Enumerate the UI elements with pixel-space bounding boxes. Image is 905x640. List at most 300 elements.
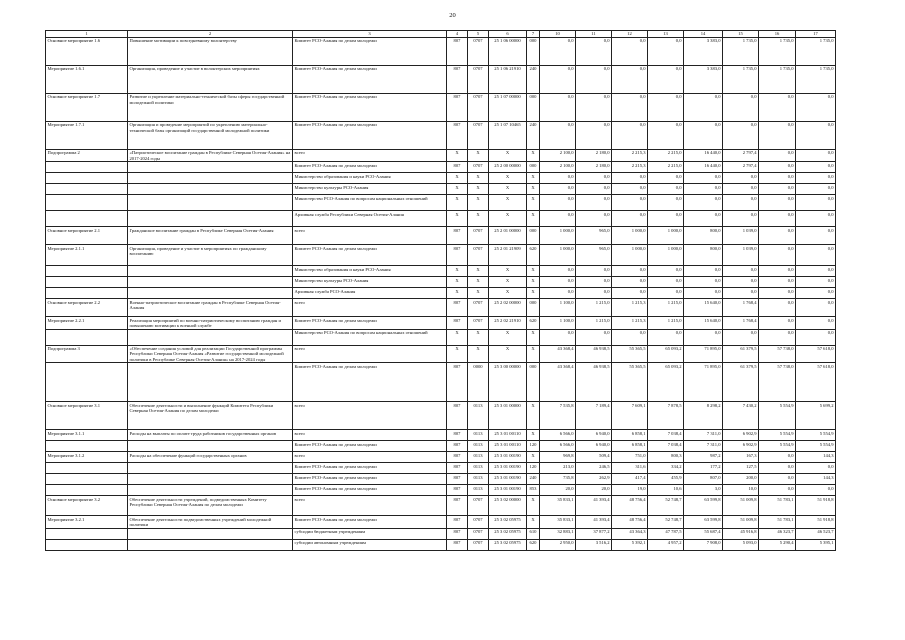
cell-rzpr: 0707 — [468, 317, 489, 329]
cell-value: 0,0 — [576, 38, 612, 66]
cell-value: 987,2 — [684, 452, 723, 463]
cell-value: 65 093,2 — [648, 345, 684, 363]
cell-value: 0,0 — [648, 195, 684, 211]
cell-executor: Министерство образования и науки РСО-Алания — [293, 266, 447, 277]
cell-value: 52 748,7 — [648, 516, 684, 528]
cell-measure: Основное мероприятие 3.1 — [46, 402, 128, 430]
cell-value: 177,2 — [684, 463, 723, 474]
cell-value: 417,4 — [612, 474, 648, 485]
cell-vr: X — [527, 430, 540, 441]
cell-executor: всего — [293, 402, 447, 430]
cell-description — [128, 184, 293, 195]
header-cell: 4 — [447, 31, 468, 38]
cell-rzpr: 0707 — [468, 94, 489, 122]
cell-value: 43 368,4 — [540, 345, 576, 363]
cell-rzpr: 0707 — [468, 227, 489, 245]
cell-value: 0,0 — [684, 94, 723, 122]
table-row — [46, 485, 836, 496]
cell-value: 48 756,4 — [612, 496, 648, 516]
cell-grbs: 807 — [447, 162, 468, 173]
cell-rzpr: X — [468, 184, 489, 195]
cell-measure: Мероприятие 3.2.1 — [46, 516, 128, 528]
cell-value: 0,0 — [612, 329, 648, 345]
cell-value: 71 895,0 — [684, 345, 723, 363]
cell-value: 800,0 — [684, 245, 723, 266]
cell-value: 0,0 — [796, 173, 836, 184]
cell-description: Гражданское воспитание граждан в Республике Северная Осетия-Алания — [128, 227, 293, 245]
cell-description — [128, 173, 293, 184]
cell-measure: Мероприятие 2.2.1 — [46, 317, 128, 329]
cell-rzpr: 0707 — [468, 38, 489, 66]
cell-vr: 000 — [527, 162, 540, 173]
cell-value: 3 516,2 — [576, 539, 612, 550]
cell-value: 0,0 — [759, 173, 796, 184]
cell-value: 1 215,3 — [612, 299, 648, 317]
cell-value: 0,0 — [612, 211, 648, 227]
cell-value: 0,0 — [576, 288, 612, 299]
cell-value: 0,0 — [576, 66, 612, 94]
cell-grbs: 807 — [447, 317, 468, 329]
cell-value: 0,0 — [796, 299, 836, 317]
cell-value: 1 768,4 — [723, 317, 759, 329]
cell-value: 0,0 — [796, 288, 836, 299]
cell-rzpr: 0113 — [468, 430, 489, 441]
cell-value: 0,0 — [612, 38, 648, 66]
cell-value: 5 554,9 — [796, 441, 836, 452]
cell-value: 0,0 — [796, 195, 836, 211]
cell-value: 0,0 — [759, 485, 796, 496]
cell-executor: Комитет РСО-Алания по делам молодежи — [293, 516, 447, 528]
cell-value: 0,0 — [723, 94, 759, 122]
cell-value: 0,0 — [759, 317, 796, 329]
cell-value: 7 430,2 — [723, 402, 759, 430]
cell-measure — [46, 463, 128, 474]
table-row — [46, 211, 836, 227]
header-cell: 17 — [796, 31, 836, 38]
table-row — [46, 299, 836, 317]
table-row — [46, 317, 836, 329]
cell-value: 6 566,0 — [540, 441, 576, 452]
cell-rzpr: X — [468, 173, 489, 184]
cell-vr: 000 — [527, 38, 540, 66]
cell-grbs: 807 — [447, 299, 468, 317]
cell-value: 0,0 — [796, 122, 836, 150]
cell-executor: Министерство РСО-Алания по вопросам национальных отношений — [293, 195, 447, 211]
cell-value: 1 768,4 — [723, 299, 759, 317]
table-row — [46, 173, 836, 184]
table-row — [46, 363, 836, 402]
cell-value: 0,0 — [540, 277, 576, 288]
cell-rzpr: 0707 — [468, 162, 489, 173]
cell-value: 0,0 — [576, 173, 612, 184]
cell-grbs: 807 — [447, 452, 468, 463]
cell-description: Организация, проведение и участие в мероприятиях по гражданскому воспитанию — [128, 245, 293, 266]
cell-value: 10,0 — [723, 485, 759, 496]
cell-value: 2 100,0 — [540, 150, 576, 162]
cell-value: 0,0 — [612, 288, 648, 299]
cell-value: 0,0 — [684, 195, 723, 211]
cell-value: 0,0 — [759, 474, 796, 485]
cell-value: 6 566,0 — [540, 430, 576, 441]
cell-csr: 25 3 01 00000 — [489, 402, 527, 430]
cell-value: 0,0 — [648, 66, 684, 94]
cell-description: Развитие и укрепление материально-технической базы сферы государственной молодежной политики — [128, 94, 293, 122]
cell-measure — [46, 277, 128, 288]
cell-value: 0,0 — [796, 463, 836, 474]
cell-value: 751,0 — [612, 452, 648, 463]
cell-csr: 25 2 00 00000 — [489, 162, 527, 173]
cell-executor: Архивная служба Республики Северная Осетия-Алания — [293, 211, 447, 227]
cell-vr: X — [527, 150, 540, 162]
cell-value: 1 215,0 — [648, 299, 684, 317]
cell-value: 0,0 — [540, 173, 576, 184]
header-cell: 11 — [576, 31, 612, 38]
cell-measure — [46, 288, 128, 299]
cell-value: 63 599,8 — [684, 496, 723, 516]
header-cell: 10 — [540, 31, 576, 38]
cell-value: 5 392,1 — [612, 539, 648, 550]
table-row — [46, 329, 836, 345]
cell-grbs: X — [447, 211, 468, 227]
cell-rzpr: 0113 — [468, 485, 489, 496]
cell-executor: Комитет РСО-Алания по делам молодежи — [293, 94, 447, 122]
cell-value: 6 940,0 — [576, 430, 612, 441]
cell-rzpr: 0707 — [468, 299, 489, 317]
cell-value: 1 000,0 — [612, 227, 648, 245]
cell-description: Военно-патриотическое воспитание граждан в Республике Северная Осетия-Алания — [128, 299, 293, 317]
cell-value: 1 735,0 — [759, 66, 796, 94]
cell-measure — [46, 539, 128, 550]
cell-value: 2 100,0 — [540, 162, 576, 173]
cell-value: 1 735,0 — [723, 38, 759, 66]
cell-executor: всего — [293, 496, 447, 516]
header-cell: 16 — [759, 31, 796, 38]
cell-csr: X — [489, 211, 527, 227]
cell-value: 0,0 — [723, 277, 759, 288]
cell-value: 0,0 — [796, 277, 836, 288]
cell-value: 0,0 — [796, 485, 836, 496]
cell-value: 0,0 — [759, 211, 796, 227]
cell-grbs: 807 — [447, 245, 468, 266]
cell-value: 43 368,4 — [540, 363, 576, 402]
cell-description: Организация и проведение мероприятий по укреплению материально-технической базы организаций государственной молодежной политики — [128, 122, 293, 150]
cell-measure: Мероприятие 3.1.2 — [46, 452, 128, 463]
cell-value: 969,8 — [540, 452, 576, 463]
cell-value: 10,6 — [648, 485, 684, 496]
table-row — [46, 66, 836, 94]
cell-executor: Комитет РСО-Алания по делам молодежи — [293, 122, 447, 150]
cell-value: 0,0 — [612, 173, 648, 184]
cell-value: 46 938,5 — [576, 363, 612, 402]
cell-grbs: X — [447, 288, 468, 299]
cell-vr: X — [527, 173, 540, 184]
cell-value: 167,3 — [723, 452, 759, 463]
cell-value: 5 554,9 — [759, 402, 796, 430]
cell-csr: 25 3 01 00190 — [489, 485, 527, 496]
cell-value: 45 916,8 — [723, 528, 759, 539]
cell-value: 0,0 — [648, 122, 684, 150]
cell-value: 15 640,0 — [684, 299, 723, 317]
cell-value: 965,0 — [576, 227, 612, 245]
cell-vr: 000 — [527, 299, 540, 317]
cell-value: 0,0 — [684, 184, 723, 195]
cell-value: 0,0 — [759, 452, 796, 463]
cell-value: 0,0 — [540, 184, 576, 195]
cell-value: 1 735,0 — [796, 38, 836, 66]
cell-csr: 25 3 02 00000 — [489, 496, 527, 516]
cell-measure: Мероприятие 1.6.1 — [46, 66, 128, 94]
cell-rzpr: 0707 — [468, 122, 489, 150]
cell-value: 7 189,4 — [576, 402, 612, 430]
cell-value: 735,8 — [540, 474, 576, 485]
cell-value: 51 783,1 — [759, 496, 796, 516]
cell-description — [128, 474, 293, 485]
table-row — [46, 539, 836, 550]
cell-vr: X — [527, 329, 540, 345]
cell-value: 7 908,0 — [684, 539, 723, 550]
cell-value: 0,0 — [648, 211, 684, 227]
cell-executor: Комитет РСО-Алания по делам молодежи — [293, 463, 447, 474]
header-cell: 7 — [527, 31, 540, 38]
cell-value: 0,0 — [759, 94, 796, 122]
cell-value: 0,0 — [684, 122, 723, 150]
cell-value: 1 039,0 — [723, 245, 759, 266]
cell-measure: Мероприятие 1.7.1 — [46, 122, 128, 150]
cell-value: 57 738,0 — [759, 363, 796, 402]
cell-value: 0,0 — [576, 122, 612, 150]
cell-vr: 240 — [527, 122, 540, 150]
cell-value: 0,0 — [723, 211, 759, 227]
cell-value: 61 379,5 — [723, 345, 759, 363]
cell-value: 7 609,1 — [612, 402, 648, 430]
cell-value: 0,0 — [759, 150, 796, 162]
cell-executor: всего — [293, 299, 447, 317]
cell-value: 2 215,3 — [612, 162, 648, 173]
cell-value: 1 215,0 — [576, 317, 612, 329]
cell-value: 0,0 — [723, 122, 759, 150]
cell-vr: 240 — [527, 66, 540, 94]
cell-value: 0,0 — [723, 173, 759, 184]
cell-measure — [46, 485, 128, 496]
cell-value: 1 735,0 — [796, 66, 836, 94]
cell-value: 1 215,0 — [648, 317, 684, 329]
cell-description: Обеспечение деятельности подведомственных учреждений молодежной политики — [128, 516, 293, 528]
cell-measure — [46, 184, 128, 195]
cell-csr: 25 3 01 00110 — [489, 430, 527, 441]
cell-description — [128, 162, 293, 173]
cell-grbs: 807 — [447, 474, 468, 485]
table-row — [46, 150, 836, 162]
cell-value: 6 902,9 — [723, 430, 759, 441]
cell-vr: 620 — [527, 245, 540, 266]
cell-grbs: X — [447, 150, 468, 162]
cell-rzpr: X — [468, 266, 489, 277]
cell-value: 0,0 — [684, 211, 723, 227]
cell-value: 0,0 — [648, 184, 684, 195]
cell-value: 5 554,9 — [796, 430, 836, 441]
cell-value: 0,0 — [723, 266, 759, 277]
cell-measure — [46, 211, 128, 227]
cell-description — [128, 211, 293, 227]
table-row — [46, 402, 836, 430]
cell-value: 0,0 — [759, 227, 796, 245]
cell-grbs: 807 — [447, 463, 468, 474]
cell-csr: X — [489, 173, 527, 184]
cell-grbs: 807 — [447, 516, 468, 528]
table-row — [46, 162, 836, 173]
cell-value: 0,0 — [612, 122, 648, 150]
cell-value: 0,0 — [684, 277, 723, 288]
cell-value: 0,0 — [759, 266, 796, 277]
cell-description — [128, 329, 293, 345]
table-row — [46, 516, 836, 528]
cell-value: 0,0 — [576, 277, 612, 288]
cell-measure — [46, 474, 128, 485]
cell-executor: Комитет РСО-Алания по делам молодежи — [293, 485, 447, 496]
table-row — [46, 430, 836, 441]
cell-value: 0,0 — [576, 211, 612, 227]
cell-vr: X — [527, 266, 540, 277]
cell-csr: X — [489, 184, 527, 195]
cell-vr: 120 — [527, 441, 540, 452]
cell-value: 0,0 — [648, 38, 684, 66]
cell-measure: Основное мероприятие 1.6 — [46, 38, 128, 66]
cell-vr: X — [527, 211, 540, 227]
cell-value: 0,0 — [612, 66, 648, 94]
cell-value: 0,0 — [759, 299, 796, 317]
cell-executor: всего — [293, 227, 447, 245]
table-row — [46, 266, 836, 277]
cell-grbs: 807 — [447, 496, 468, 516]
cell-measure — [46, 329, 128, 345]
cell-description — [128, 463, 293, 474]
cell-value: 1 215,3 — [612, 317, 648, 329]
cell-csr: X — [489, 150, 527, 162]
table-row — [46, 463, 836, 474]
cell-value: 0,0 — [648, 266, 684, 277]
cell-value: 5 554,9 — [759, 441, 796, 452]
cell-value: 1 100,0 — [540, 299, 576, 317]
cell-value: 0,0 — [540, 329, 576, 345]
budget-table — [45, 30, 836, 551]
cell-executor: Комитет РСО-Алания по делам молодежи — [293, 441, 447, 452]
cell-value: 0,0 — [540, 66, 576, 94]
cell-value: 3 383,0 — [684, 38, 723, 66]
cell-value: 0,0 — [648, 173, 684, 184]
cell-value: 51 918,8 — [796, 516, 836, 528]
cell-grbs: X — [447, 173, 468, 184]
cell-vr: 853 — [527, 485, 540, 496]
cell-csr: 25 2 01 21909 — [489, 245, 527, 266]
cell-value: 6 902,9 — [723, 441, 759, 452]
cell-value: 5 093,0 — [723, 539, 759, 550]
cell-value: 7 535,8 — [540, 402, 576, 430]
cell-csr: 25 3 02 05975 — [489, 539, 527, 550]
cell-value: 48 756,4 — [612, 516, 648, 528]
cell-value: 0,0 — [540, 211, 576, 227]
cell-value: 0,0 — [759, 195, 796, 211]
cell-value: 0,0 — [759, 245, 796, 266]
cell-value: 20,0 — [540, 485, 576, 496]
cell-executor: Министерство культуры РСО-Алания — [293, 184, 447, 195]
cell-value: 1 000,0 — [648, 245, 684, 266]
cell-executor: Комитет РСО-Алания по делам молодежи — [293, 162, 447, 173]
cell-value: 5 554,9 — [759, 430, 796, 441]
cell-description: Расходы на выплаты по оплате труда работников государственных органов — [128, 430, 293, 441]
cell-value: 8 298,2 — [684, 402, 723, 430]
cell-value: 0,0 — [648, 94, 684, 122]
cell-value: 311,6 — [612, 463, 648, 474]
cell-csr: 25 3 01 00190 — [489, 474, 527, 485]
table-row — [46, 184, 836, 195]
cell-csr: 25 3 01 00110 — [489, 441, 527, 452]
cell-csr: 25 3 02 05975 — [489, 528, 527, 539]
cell-csr: 25 2 01 00000 — [489, 227, 527, 245]
cell-value: 1 735,0 — [723, 66, 759, 94]
cell-value: 5 699,2 — [796, 402, 836, 430]
cell-vr: 620 — [527, 317, 540, 329]
cell-value: 5 395,1 — [796, 539, 836, 550]
cell-value: 0,0 — [759, 122, 796, 150]
cell-executor: Комитет РСО-Алания по делам молодежи — [293, 363, 447, 402]
cell-rzpr: 0113 — [468, 474, 489, 485]
cell-value: 0,0 — [796, 94, 836, 122]
cell-description — [128, 195, 293, 211]
cell-value: 1 000,0 — [612, 245, 648, 266]
table-row — [46, 474, 836, 485]
cell-executor: Комитет РСО-Алания по делам молодежи — [293, 66, 447, 94]
cell-value: 0,0 — [796, 227, 836, 245]
cell-value: 0,0 — [576, 329, 612, 345]
cell-value: 144,3 — [796, 452, 836, 463]
cell-value: 46 938,5 — [576, 345, 612, 363]
cell-value: 51 009,8 — [723, 516, 759, 528]
cell-description — [128, 485, 293, 496]
cell-description: «Обеспечение создания условий для реализации Государственной программы Республики Северная Осетия-Алания «Развитие государственной молодежной политики в Республике Северная Осетия-Алания» на 2017-2024 годы — [128, 345, 293, 363]
cell-value: 0,0 — [576, 266, 612, 277]
cell-measure: Основное мероприятие 1.7 — [46, 94, 128, 122]
cell-rzpr: X — [468, 277, 489, 288]
cell-value: 7 311,0 — [684, 441, 723, 452]
cell-value: 1 039,0 — [723, 227, 759, 245]
table-row — [46, 38, 836, 66]
cell-executor: Министерство образования и науки РСО-Алания — [293, 173, 447, 184]
cell-value: 0,0 — [612, 266, 648, 277]
cell-value: 52 748,7 — [648, 496, 684, 516]
cell-csr: X — [489, 195, 527, 211]
cell-value: 0,0 — [540, 288, 576, 299]
cell-csr: X — [489, 329, 527, 345]
cell-value: 127,5 — [723, 463, 759, 474]
cell-value: 0,0 — [684, 288, 723, 299]
cell-rzpr: 0707 — [468, 66, 489, 94]
cell-value: 1 000,0 — [648, 227, 684, 245]
cell-grbs: 807 — [447, 363, 468, 402]
cell-value: 0,0 — [612, 195, 648, 211]
cell-description — [128, 277, 293, 288]
cell-value: 0,0 — [576, 94, 612, 122]
cell-value: 0,0 — [684, 329, 723, 345]
header-cell: 1 — [46, 31, 128, 38]
cell-value: 15 640,0 — [684, 317, 723, 329]
cell-measure: Основное мероприятие 3.2 — [46, 496, 128, 516]
cell-value: 65 093,2 — [648, 363, 684, 402]
cell-value: 509,4 — [576, 452, 612, 463]
header-cell: 5 — [468, 31, 489, 38]
cell-value: 46 323,7 — [759, 528, 796, 539]
cell-value: 200,0 — [723, 474, 759, 485]
cell-value: 7 038,4 — [648, 430, 684, 441]
